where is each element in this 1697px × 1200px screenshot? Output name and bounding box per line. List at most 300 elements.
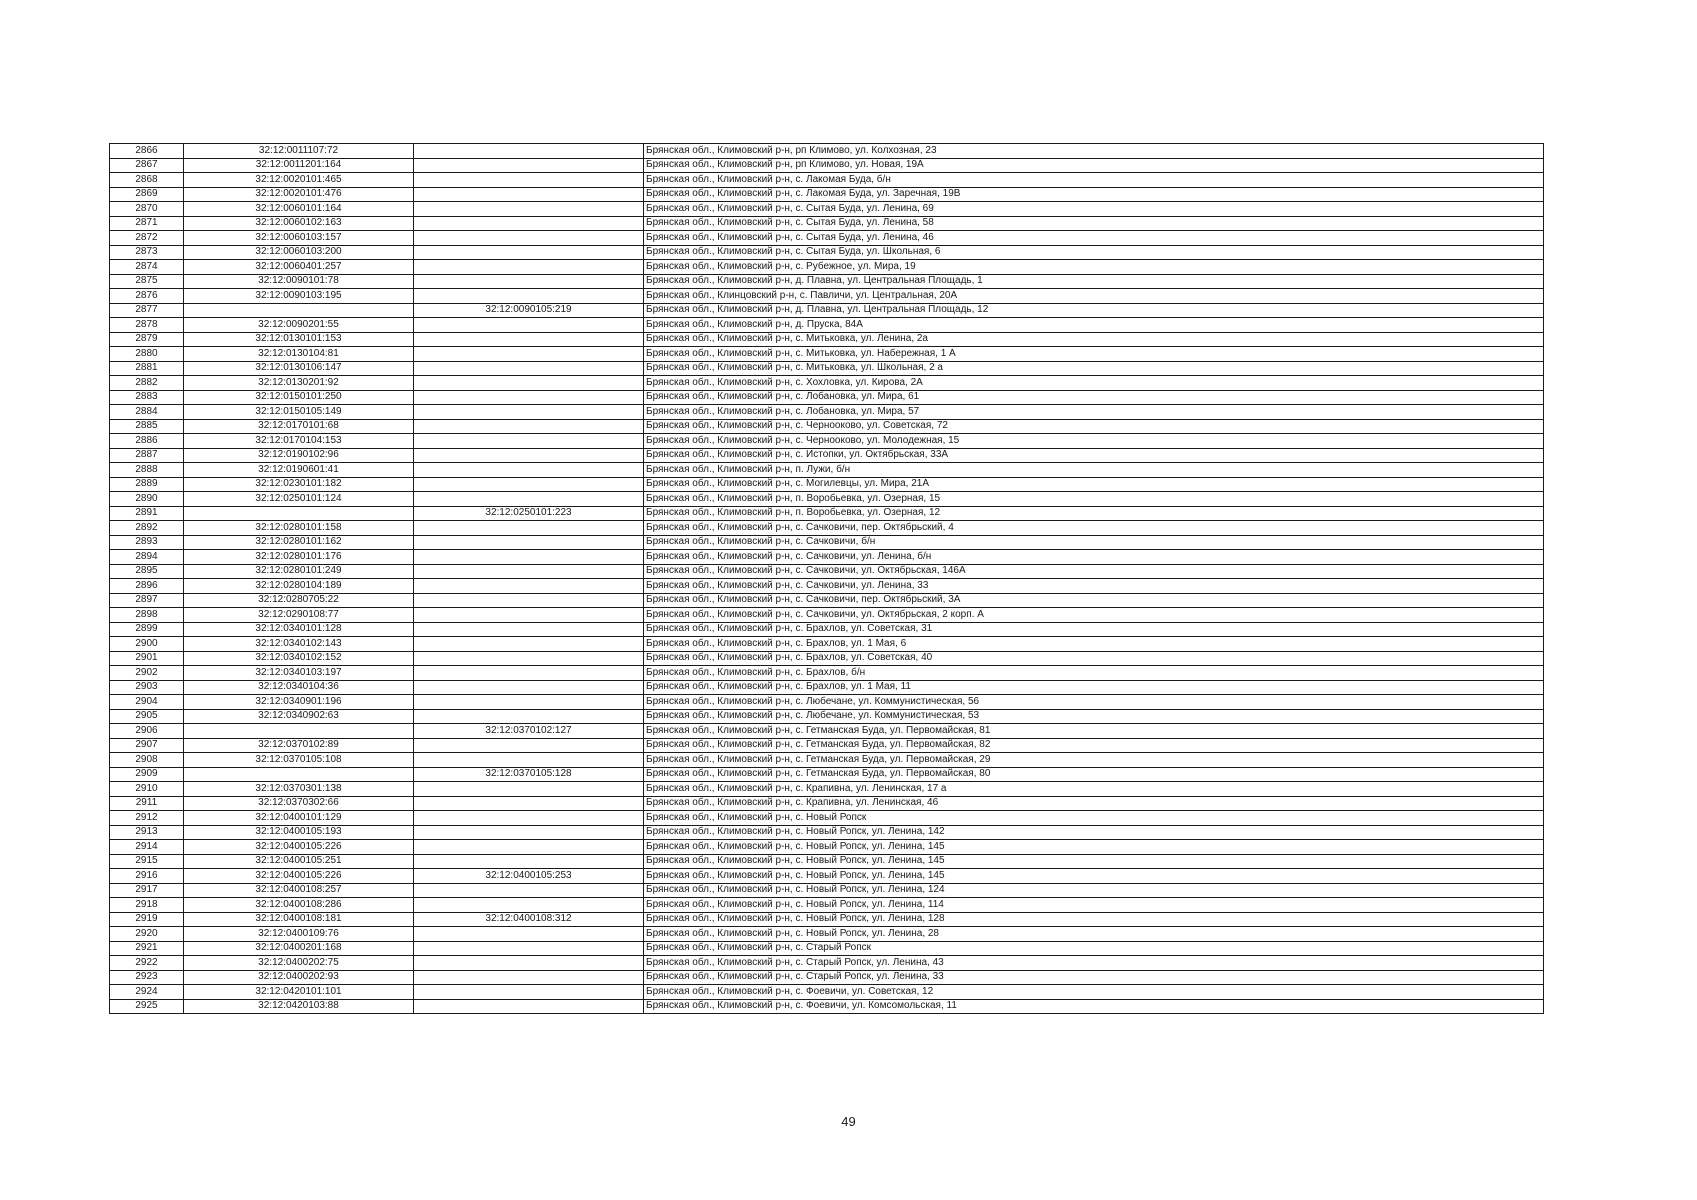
row-number-cell: 2884 <box>110 405 184 420</box>
row-number-cell: 2908 <box>110 753 184 768</box>
table-row <box>110 782 1544 797</box>
cadastral-number-2-cell <box>414 274 644 289</box>
address-cell: Брянская обл., Климовский р-н, с. Чернооково, ул. Советская, 72 <box>644 419 1544 434</box>
cadastral-number-2-cell <box>414 840 644 855</box>
cadastral-number-cell: 32:12:0170101:68 <box>184 419 414 434</box>
table-row <box>110 463 1544 478</box>
cadastral-number-cell: 32:12:0150105:149 <box>184 405 414 420</box>
cadastral-number-2-cell <box>414 999 644 1014</box>
address-cell: Брянская обл., Климовский р-н, с. Сачковичи, пер. Октябрьский, 4 <box>644 521 1544 536</box>
row-number-cell: 2890 <box>110 492 184 507</box>
cadastral-number-2-cell <box>414 419 644 434</box>
cadastral-number-2-cell <box>414 245 644 260</box>
address-cell: Брянская обл., Климовский р-н, с. Старый Ропск, ул. Ленина, 43 <box>644 956 1544 971</box>
table-row <box>110 883 1544 898</box>
cadastral-number-2-cell <box>414 985 644 1000</box>
cadastral-number-cell: 32:12:0190601:41 <box>184 463 414 478</box>
cadastral-number-2-cell <box>414 796 644 811</box>
cadastral-number-cell: 32:12:0400105:251 <box>184 854 414 869</box>
row-number-cell: 2911 <box>110 796 184 811</box>
table-row <box>110 811 1544 826</box>
row-number-cell: 2898 <box>110 608 184 623</box>
cadastral-number-cell: 32:12:0230101:182 <box>184 477 414 492</box>
address-cell: Брянская обл., Климовский р-н, с. Сачковичи, б/н <box>644 535 1544 550</box>
cadastral-number-2-cell <box>414 970 644 985</box>
table-row <box>110 970 1544 985</box>
registry-table <box>109 143 1544 1014</box>
cadastral-number-2-cell: 32:12:0400105:253 <box>414 869 644 884</box>
row-number-cell: 2912 <box>110 811 184 826</box>
cadastral-number-2-cell: 32:12:0400108:312 <box>414 912 644 927</box>
cadastral-number-cell: 32:12:0020101:476 <box>184 187 414 202</box>
address-cell: Брянская обл., Клинцовский р-н, с. Павличи, ул. Центральная, 20А <box>644 289 1544 304</box>
address-cell: Брянская обл., Климовский р-н, д. Плавна, ул. Центральная Площадь, 1 <box>644 274 1544 289</box>
cadastral-number-2-cell <box>414 680 644 695</box>
table-row <box>110 912 1544 927</box>
cadastral-number-2-cell <box>414 550 644 565</box>
cadastral-number-cell: 32:12:0400201:168 <box>184 941 414 956</box>
cadastral-number-2-cell <box>414 738 644 753</box>
cadastral-number-cell: 32:12:0420101:101 <box>184 985 414 1000</box>
cadastral-number-cell <box>184 767 414 782</box>
address-cell: Брянская обл., Климовский р-н, с. Новый Ропск, ул. Ленина, 145 <box>644 840 1544 855</box>
cadastral-number-2-cell <box>414 883 644 898</box>
table-row <box>110 956 1544 971</box>
table-row <box>110 637 1544 652</box>
table-row <box>110 796 1544 811</box>
table-row <box>110 999 1544 1014</box>
address-cell: Брянская обл., Климовский р-н, с. Лакомая Буда, ул. Заречная, 19В <box>644 187 1544 202</box>
cadastral-number-2-cell: 32:12:0090105:219 <box>414 303 644 318</box>
cadastral-number-2-cell <box>414 854 644 869</box>
address-cell: Брянская обл., Климовский р-н, с. Крапивна, ул. Ленинская, 17 а <box>644 782 1544 797</box>
row-number-cell: 2907 <box>110 738 184 753</box>
row-number-cell: 2892 <box>110 521 184 536</box>
row-number-cell: 2869 <box>110 187 184 202</box>
cadastral-number-cell <box>184 506 414 521</box>
page-number: 49 <box>841 1114 856 1129</box>
cadastral-number-cell: 32:12:0011107:72 <box>184 144 414 159</box>
row-number-cell: 2888 <box>110 463 184 478</box>
address-cell: Брянская обл., Климовский р-н, рп Климово, ул. Колхозная, 23 <box>644 144 1544 159</box>
address-cell: Брянская обл., Климовский р-н, с. Сачковичи, ул. Ленина, б/н <box>644 550 1544 565</box>
address-cell: Брянская обл., Климовский р-н, с. Гетманская Буда, ул. Первомайская, 82 <box>644 738 1544 753</box>
address-cell: Брянская обл., Климовский р-н, с. Сытая Буда, ул. Ленина, 69 <box>644 202 1544 217</box>
cadastral-number-2-cell <box>414 405 644 420</box>
row-number-cell: 2871 <box>110 216 184 231</box>
cadastral-number-2-cell <box>414 260 644 275</box>
address-cell: Брянская обл., Климовский р-н, с. Сытая Буда, ул. Ленина, 46 <box>644 231 1544 246</box>
cadastral-number-2-cell <box>414 173 644 188</box>
row-number-cell: 2874 <box>110 260 184 275</box>
cadastral-number-cell: 32:12:0370302:66 <box>184 796 414 811</box>
cadastral-number-2-cell <box>414 231 644 246</box>
cadastral-number-2-cell <box>414 216 644 231</box>
cadastral-number-cell <box>184 303 414 318</box>
row-number-cell: 2904 <box>110 695 184 710</box>
cadastral-number-cell: 32:12:0420103:88 <box>184 999 414 1014</box>
address-cell: Брянская обл., Климовский р-н, с. Новый Ропск, ул. Ленина, 128 <box>644 912 1544 927</box>
cadastral-number-2-cell <box>414 811 644 826</box>
cadastral-number-cell: 32:12:0370102:89 <box>184 738 414 753</box>
cadastral-number-2-cell <box>414 637 644 652</box>
row-number-cell: 2914 <box>110 840 184 855</box>
cadastral-number-2-cell <box>414 593 644 608</box>
address-cell: Брянская обл., Климовский р-н, с. Хохловка, ул. Кирова, 2А <box>644 376 1544 391</box>
cadastral-number-cell: 32:12:0280101:176 <box>184 550 414 565</box>
cadastral-number-cell: 32:12:0060101:164 <box>184 202 414 217</box>
address-cell: Брянская обл., Климовский р-н, с. Старый Ропск <box>644 941 1544 956</box>
table-row <box>110 245 1544 260</box>
table-row <box>110 651 1544 666</box>
address-cell: Брянская обл., Климовский р-н, с. Рубежное, ул. Мира, 19 <box>644 260 1544 275</box>
row-number-cell: 2867 <box>110 158 184 173</box>
table-row <box>110 448 1544 463</box>
address-cell: Брянская обл., Климовский р-н, с. Митьковка, ул. Набережная, 1 А <box>644 347 1544 362</box>
address-cell: Брянская обл., Климовский р-н, с. Сытая Буда, ул. Ленина, 58 <box>644 216 1544 231</box>
address-cell: Брянская обл., Климовский р-н, с. Могилевцы, ул. Мира, 21А <box>644 477 1544 492</box>
cadastral-number-cell: 32:12:0280104:189 <box>184 579 414 594</box>
address-cell: Брянская обл., Климовский р-н, с. Гетманская Буда, ул. Первомайская, 81 <box>644 724 1544 739</box>
row-number-cell: 2922 <box>110 956 184 971</box>
row-number-cell: 2920 <box>110 927 184 942</box>
table-row <box>110 840 1544 855</box>
table-row <box>110 231 1544 246</box>
table-row <box>110 303 1544 318</box>
address-cell: Брянская обл., Климовский р-н, с. Лобановка, ул. Мира, 57 <box>644 405 1544 420</box>
address-cell: Брянская обл., Климовский р-н, с. Брахлов, б/н <box>644 666 1544 681</box>
table-row <box>110 347 1544 362</box>
table-row <box>110 985 1544 1000</box>
address-cell: Брянская обл., Климовский р-н, с. Брахлов, ул. 1 Мая, 6 <box>644 637 1544 652</box>
cadastral-number-cell: 32:12:0280101:162 <box>184 535 414 550</box>
address-cell: Брянская обл., Климовский р-н, с. Старый Ропск, ул. Ленина, 33 <box>644 970 1544 985</box>
cadastral-number-2-cell <box>414 144 644 159</box>
cadastral-number-cell: 32:12:0130201:92 <box>184 376 414 391</box>
row-number-cell: 2921 <box>110 941 184 956</box>
table-row <box>110 144 1544 159</box>
cadastral-number-2-cell: 32:12:0370102:127 <box>414 724 644 739</box>
table-row <box>110 434 1544 449</box>
cadastral-number-2-cell <box>414 651 644 666</box>
cadastral-number-2-cell <box>414 666 644 681</box>
address-cell: Брянская обл., Климовский р-н, с. Новый Ропск, ул. Ленина, 114 <box>644 898 1544 913</box>
row-number-cell: 2925 <box>110 999 184 1014</box>
cadastral-number-cell: 32:12:0400108:286 <box>184 898 414 913</box>
cadastral-number-cell: 32:12:0280101:249 <box>184 564 414 579</box>
cadastral-number-cell: 32:12:0011201:164 <box>184 158 414 173</box>
table-row <box>110 738 1544 753</box>
table-row <box>110 477 1544 492</box>
cadastral-number-cell: 32:12:0400202:93 <box>184 970 414 985</box>
table-row <box>110 709 1544 724</box>
row-number-cell: 2923 <box>110 970 184 985</box>
cadastral-number-cell: 32:12:0400202:75 <box>184 956 414 971</box>
address-cell: Брянская обл., Климовский р-н, с. Фоевичи, ул. Советская, 12 <box>644 985 1544 1000</box>
table-row <box>110 506 1544 521</box>
row-number-cell: 2866 <box>110 144 184 159</box>
table-row <box>110 550 1544 565</box>
cadastral-number-cell: 32:12:0280705:22 <box>184 593 414 608</box>
address-cell: Брянская обл., Климовский р-н, с. Сачковичи, ул. Октябрьская, 146А <box>644 564 1544 579</box>
cadastral-number-cell: 32:12:0090201:55 <box>184 318 414 333</box>
table-row <box>110 579 1544 594</box>
row-number-cell: 2875 <box>110 274 184 289</box>
row-number-cell: 2906 <box>110 724 184 739</box>
cadastral-number-cell: 32:12:0290108:77 <box>184 608 414 623</box>
address-cell: Брянская обл., Климовский р-н, с. Новый Ропск, ул. Ленина, 145 <box>644 854 1544 869</box>
row-number-cell: 2924 <box>110 985 184 1000</box>
cadastral-number-cell: 32:12:0150101:250 <box>184 390 414 405</box>
cadastral-number-2-cell <box>414 564 644 579</box>
table-row <box>110 332 1544 347</box>
table-row <box>110 158 1544 173</box>
table-row <box>110 927 1544 942</box>
address-cell: Брянская обл., Климовский р-н, д. Пруска, 84А <box>644 318 1544 333</box>
cadastral-number-2-cell <box>414 927 644 942</box>
cadastral-number-cell: 32:12:0020101:465 <box>184 173 414 188</box>
address-cell: Брянская обл., Климовский р-н, с. Новый Ропск, ул. Ленина, 145 <box>644 869 1544 884</box>
address-cell: Брянская обл., Климовский р-н, с. Любечане, ул. Коммунистическая, 56 <box>644 695 1544 710</box>
table-row <box>110 419 1544 434</box>
row-number-cell: 2868 <box>110 173 184 188</box>
row-number-cell: 2905 <box>110 709 184 724</box>
row-number-cell: 2873 <box>110 245 184 260</box>
cadastral-number-cell: 32:12:0370105:108 <box>184 753 414 768</box>
cadastral-number-2-cell <box>414 492 644 507</box>
cadastral-number-cell: 32:12:0340103:197 <box>184 666 414 681</box>
table-row <box>110 898 1544 913</box>
cadastral-number-2-cell <box>414 477 644 492</box>
cadastral-number-2-cell <box>414 535 644 550</box>
row-number-cell: 2877 <box>110 303 184 318</box>
table-row <box>110 608 1544 623</box>
row-number-cell: 2887 <box>110 448 184 463</box>
row-number-cell: 2916 <box>110 869 184 884</box>
row-number-cell: 2881 <box>110 361 184 376</box>
cadastral-number-2-cell <box>414 622 644 637</box>
cadastral-number-2-cell <box>414 941 644 956</box>
table-row <box>110 941 1544 956</box>
cadastral-number-cell: 32:12:0060401:257 <box>184 260 414 275</box>
table-row <box>110 564 1544 579</box>
cadastral-number-cell: 32:12:0400105:226 <box>184 840 414 855</box>
row-number-cell: 2882 <box>110 376 184 391</box>
cadastral-number-2-cell <box>414 318 644 333</box>
table-row <box>110 216 1544 231</box>
table-row <box>110 854 1544 869</box>
cadastral-number-cell: 32:12:0400109:76 <box>184 927 414 942</box>
cadastral-number-2-cell <box>414 956 644 971</box>
cadastral-number-cell: 32:12:0130101:153 <box>184 332 414 347</box>
cadastral-number-2-cell <box>414 695 644 710</box>
cadastral-number-cell: 32:12:0340102:143 <box>184 637 414 652</box>
address-cell: Брянская обл., Климовский р-н, с. Лакомая Буда, б/н <box>644 173 1544 188</box>
address-cell: Брянская обл., Климовский р-н, с. Новый Ропск <box>644 811 1544 826</box>
cadastral-number-2-cell <box>414 448 644 463</box>
address-cell: Брянская обл., Климовский р-н, с. Новый Ропск, ул. Ленина, 142 <box>644 825 1544 840</box>
cadastral-number-cell: 32:12:0130106:147 <box>184 361 414 376</box>
row-number-cell: 2879 <box>110 332 184 347</box>
cadastral-number-2-cell <box>414 898 644 913</box>
row-number-cell: 2917 <box>110 883 184 898</box>
table-row <box>110 405 1544 420</box>
cadastral-number-2-cell <box>414 782 644 797</box>
table-row <box>110 274 1544 289</box>
cadastral-number-2-cell: 32:12:0250101:223 <box>414 506 644 521</box>
registry-table-body <box>110 144 1544 1014</box>
address-cell: Брянская обл., Климовский р-н, рп Климово, ул. Новая, 19А <box>644 158 1544 173</box>
row-number-cell: 2902 <box>110 666 184 681</box>
cadastral-number-2-cell <box>414 579 644 594</box>
address-cell: Брянская обл., Климовский р-н, с. Новый Ропск, ул. Ленина, 124 <box>644 883 1544 898</box>
cadastral-number-2-cell <box>414 390 644 405</box>
address-cell: Брянская обл., Климовский р-н, с. Фоевичи, ул. Комсомольская, 11 <box>644 999 1544 1014</box>
address-cell: Брянская обл., Климовский р-н, с. Новый Ропск, ул. Ленина, 28 <box>644 927 1544 942</box>
cadastral-number-cell: 32:12:0340104:36 <box>184 680 414 695</box>
cadastral-number-cell: 32:12:0400105:193 <box>184 825 414 840</box>
cadastral-number-2-cell <box>414 332 644 347</box>
row-number-cell: 2880 <box>110 347 184 362</box>
row-number-cell: 2901 <box>110 651 184 666</box>
row-number-cell: 2894 <box>110 550 184 565</box>
cadastral-number-cell: 32:12:0400105:226 <box>184 869 414 884</box>
table-row <box>110 390 1544 405</box>
row-number-cell: 2918 <box>110 898 184 913</box>
cadastral-number-2-cell <box>414 521 644 536</box>
table-row <box>110 535 1544 550</box>
cadastral-number-2-cell <box>414 709 644 724</box>
cadastral-number-2-cell <box>414 376 644 391</box>
row-number-cell: 2910 <box>110 782 184 797</box>
table-row <box>110 680 1544 695</box>
cadastral-number-cell: 32:12:0090101:78 <box>184 274 414 289</box>
address-cell: Брянская обл., Климовский р-н, с. Крапивна, ул. Ленинская, 46 <box>644 796 1544 811</box>
row-number-cell: 2878 <box>110 318 184 333</box>
address-cell: Брянская обл., Климовский р-н, с. Истопки, ул. Октябрьская, 33А <box>644 448 1544 463</box>
address-cell: Брянская обл., Климовский р-н, с. Сачковичи, ул. Октябрьская, 2 корп. А <box>644 608 1544 623</box>
row-number-cell: 2893 <box>110 535 184 550</box>
cadastral-number-cell: 32:12:0090103:195 <box>184 289 414 304</box>
cadastral-number-cell: 32:12:0340102:152 <box>184 651 414 666</box>
address-cell: Брянская обл., Климовский р-н, с. Митьковка, ул. Ленина, 2а <box>644 332 1544 347</box>
cadastral-number-2-cell <box>414 434 644 449</box>
table-row <box>110 593 1544 608</box>
cadastral-number-cell: 32:12:0250101:124 <box>184 492 414 507</box>
row-number-cell: 2885 <box>110 419 184 434</box>
address-cell: Брянская обл., Климовский р-н, с. Брахлов, ул. 1 Мая, 11 <box>644 680 1544 695</box>
table-row <box>110 376 1544 391</box>
address-cell: Брянская обл., Климовский р-н, п. Воробьевка, ул. Озерная, 15 <box>644 492 1544 507</box>
cadastral-number-2-cell <box>414 361 644 376</box>
address-cell: Брянская обл., Климовский р-н, с. Гетманская Буда, ул. Первомайская, 80 <box>644 767 1544 782</box>
address-cell: Брянская обл., Климовский р-н, с. Сачковичи, ул. Ленина, 33 <box>644 579 1544 594</box>
cadastral-number-2-cell <box>414 825 644 840</box>
cadastral-number-2-cell <box>414 187 644 202</box>
table-row <box>110 521 1544 536</box>
table-row <box>110 695 1544 710</box>
row-number-cell: 2889 <box>110 477 184 492</box>
address-cell: Брянская обл., Климовский р-н, с. Гетманская Буда, ул. Первомайская, 29 <box>644 753 1544 768</box>
table-row <box>110 361 1544 376</box>
row-number-cell: 2900 <box>110 637 184 652</box>
row-number-cell: 2895 <box>110 564 184 579</box>
table-row <box>110 173 1544 188</box>
address-cell: Брянская обл., Климовский р-н, с. Сытая Буда, ул. Школьная, 6 <box>644 245 1544 260</box>
cadastral-number-cell: 32:12:0130104:81 <box>184 347 414 362</box>
row-number-cell: 2883 <box>110 390 184 405</box>
cadastral-number-cell: 32:12:0400108:257 <box>184 883 414 898</box>
cadastral-number-2-cell <box>414 289 644 304</box>
table-row <box>110 318 1544 333</box>
row-number-cell: 2891 <box>110 506 184 521</box>
row-number-cell: 2909 <box>110 767 184 782</box>
cadastral-number-cell: 32:12:0370301:138 <box>184 782 414 797</box>
address-cell: Брянская обл., Климовский р-н, с. Митьковка, ул. Школьная, 2 а <box>644 361 1544 376</box>
cadastral-number-2-cell <box>414 463 644 478</box>
row-number-cell: 2876 <box>110 289 184 304</box>
table-row <box>110 724 1544 739</box>
row-number-cell: 2872 <box>110 231 184 246</box>
address-cell: Брянская обл., Климовский р-н, с. Сачковичи, пер. Октябрьский, 3А <box>644 593 1544 608</box>
table-row <box>110 202 1544 217</box>
cadastral-number-cell: 32:12:0170104:153 <box>184 434 414 449</box>
table-row <box>110 666 1544 681</box>
cadastral-number-cell: 32:12:0400108:181 <box>184 912 414 927</box>
address-cell: Брянская обл., Климовский р-н, с. Брахлов, ул. Советская, 31 <box>644 622 1544 637</box>
row-number-cell: 2896 <box>110 579 184 594</box>
cadastral-number-cell: 32:12:0190102:96 <box>184 448 414 463</box>
cadastral-number-cell: 32:12:0340901:196 <box>184 695 414 710</box>
cadastral-number-cell: 32:12:0340101:128 <box>184 622 414 637</box>
row-number-cell: 2886 <box>110 434 184 449</box>
table-row <box>110 753 1544 768</box>
row-number-cell: 2897 <box>110 593 184 608</box>
row-number-cell: 2913 <box>110 825 184 840</box>
address-cell: Брянская обл., Климовский р-н, с. Чернооково, ул. Молодежная, 15 <box>644 434 1544 449</box>
table-row <box>110 187 1544 202</box>
cadastral-number-2-cell <box>414 608 644 623</box>
cadastral-number-cell: 32:12:0060102:163 <box>184 216 414 231</box>
table-row <box>110 622 1544 637</box>
cadastral-number-cell: 32:12:0400101:129 <box>184 811 414 826</box>
address-cell: Брянская обл., Климовский р-н, п. Воробьевка, ул. Озерная, 12 <box>644 506 1544 521</box>
table-row <box>110 767 1544 782</box>
address-cell: Брянская обл., Климовский р-н, с. Лобановка, ул. Мира, 61 <box>644 390 1544 405</box>
address-cell: Брянская обл., Климовский р-н, п. Лужи, б/н <box>644 463 1544 478</box>
table-row <box>110 492 1544 507</box>
cadastral-number-cell: 32:12:0060103:157 <box>184 231 414 246</box>
address-cell: Брянская обл., Климовский р-н, с. Любечане, ул. Коммунистическая, 53 <box>644 709 1544 724</box>
row-number-cell: 2903 <box>110 680 184 695</box>
cadastral-number-2-cell <box>414 158 644 173</box>
row-number-cell: 2919 <box>110 912 184 927</box>
row-number-cell: 2870 <box>110 202 184 217</box>
cadastral-number-2-cell <box>414 753 644 768</box>
table-row <box>110 825 1544 840</box>
row-number-cell: 2899 <box>110 622 184 637</box>
table-row <box>110 289 1544 304</box>
table-row <box>110 260 1544 275</box>
table-row <box>110 869 1544 884</box>
cadastral-number-2-cell <box>414 347 644 362</box>
cadastral-number-cell <box>184 724 414 739</box>
cadastral-number-2-cell <box>414 202 644 217</box>
cadastral-number-cell: 32:12:0340902:63 <box>184 709 414 724</box>
cadastral-number-2-cell: 32:12:0370105:128 <box>414 767 644 782</box>
cadastral-number-cell: 32:12:0280101:158 <box>184 521 414 536</box>
address-cell: Брянская обл., Климовский р-н, д. Плавна, ул. Центральная Площадь, 12 <box>644 303 1544 318</box>
